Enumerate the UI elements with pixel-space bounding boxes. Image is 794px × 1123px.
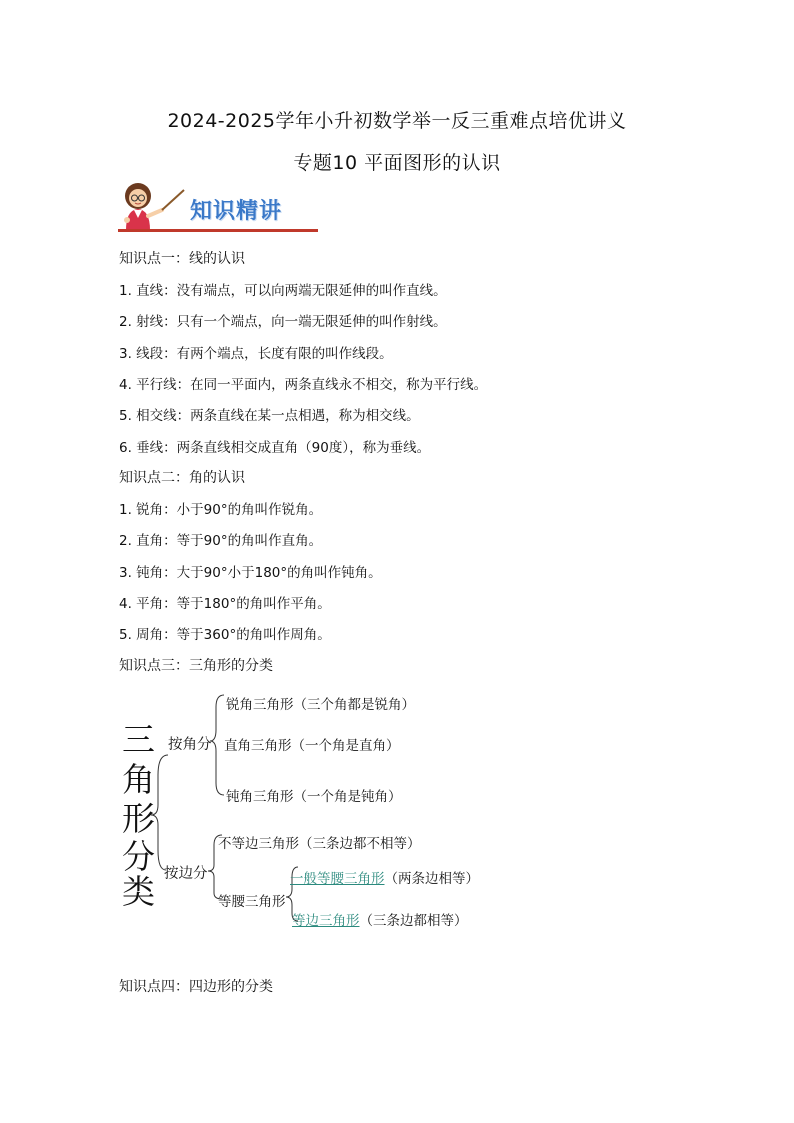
general-isosceles-note: （两条边相等） (384, 871, 479, 887)
list-item: 3. 线段：有两个端点，长度有限的叫作线段。 (119, 346, 393, 362)
list-item: 3. 钝角：大于90°小于180°的角叫作钝角。 (119, 565, 382, 581)
knowledge-banner (118, 180, 318, 236)
isosceles-triangle-label: 等腰三角形 (218, 894, 286, 910)
document-title: 2024-2025学年小升初数学举一反三重难点培优讲义 (167, 110, 627, 132)
list-item: 4. 平角：等于180°的角叫作平角。 (119, 596, 331, 612)
banner-underline (118, 229, 318, 232)
equilateral-row (292, 909, 468, 929)
banner-label: 知识精讲 (190, 199, 283, 224)
root-char: 形 (122, 799, 155, 838)
list-item: 5. 相交线：两条直线在某一点相遇，称为相交线。 (119, 408, 420, 424)
list-item: 1. 直线：没有端点，可以向两端无限延伸的叫作直线。 (119, 283, 447, 299)
obtuse-triangle-item: 钝角三角形（一个角是钝角） (226, 789, 402, 805)
list-item: 4. 平行线：在同一平面内，两条直线永不相交，称为平行线。 (119, 377, 488, 393)
list-item: 2. 射线：只有一个端点，向一端无限延伸的叫作射线。 (119, 314, 447, 330)
document-subtitle: 专题10 平面图形的认识 (293, 152, 501, 174)
scalene-triangle-item: 不等边三角形（三条边都不相等） (218, 836, 421, 852)
list-item: 6. 垂线：两条直线相交成直角（90度），称为垂线。 (119, 440, 431, 456)
section2-heading: 知识点二：角的认识 (119, 470, 245, 486)
list-item: 2. 直角：等于90°的角叫作直角。 (119, 533, 323, 549)
general-isosceles-link[interactable]: 一般等腰三角形 (290, 871, 385, 887)
root-char: 三 (122, 720, 155, 759)
equilateral-note: （三条边都相等） (359, 913, 468, 929)
section3-heading: 知识点三：三角形的分类 (119, 658, 273, 674)
brace-lines (118, 685, 498, 935)
section1-heading: 知识点一：线的认识 (119, 251, 245, 267)
by-side-label: 按边分 (164, 866, 208, 882)
teacher-icon (118, 180, 188, 234)
by-angle-label: 按角分 (168, 737, 212, 753)
equilateral-link[interactable]: 等边三角形 (292, 913, 360, 929)
list-item: 5. 周角：等于360°的角叫作周角。 (119, 627, 331, 643)
right-triangle-item: 直角三角形（一个角是直角） (224, 738, 400, 754)
general-isosceles-row (290, 867, 479, 887)
acute-triangle-item: 锐角三角形（三个角都是锐角） (226, 697, 415, 713)
root-char: 分 (122, 837, 155, 876)
root-char: 类 (122, 872, 155, 911)
triangle-classification-diagram (118, 685, 498, 935)
section4-heading: 知识点四：四边形的分类 (119, 979, 273, 995)
root-char: 角 (122, 760, 155, 799)
list-item: 1. 锐角：小于90°的角叫作锐角。 (119, 502, 323, 518)
